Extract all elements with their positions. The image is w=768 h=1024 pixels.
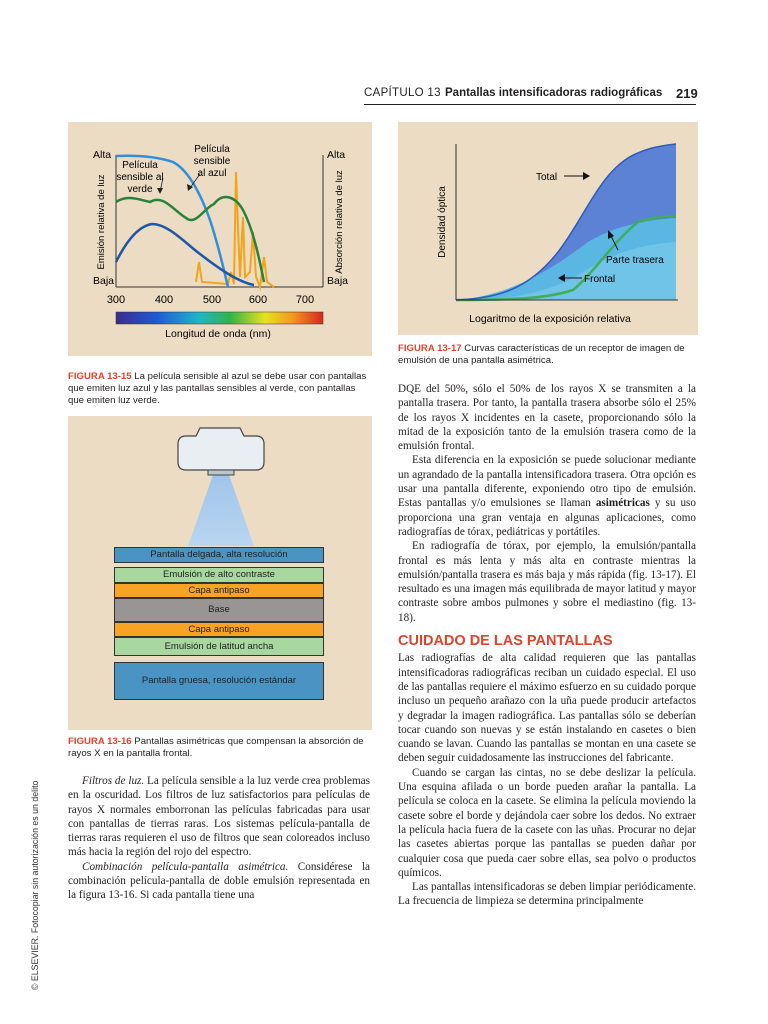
tick-500: 500 bbox=[202, 294, 222, 306]
layer-high-contrast-emulsion: Emulsión de alto contraste bbox=[114, 567, 324, 583]
right-paragraph-4: Las radiografías de alta calidad requieren que las pantallas intensificadoras radiográficas reciban un cuidado especial. El uso de las pantallas requiere el máximo esfuerzo en su cuidado porque incluso un pequeño arañazo con la uña puede producir artefactos y degradar la imagen radiográfica. Las pantallas sólo se deberían tocar cuando son nuevas y se están instalando en casetes o bien cuando se lavan. Cuando las pantallas se montan en una casete se deben seguir cuidadosamente las instrucciones del fabricante. bbox=[398, 652, 696, 765]
y-left-label: Emisión relativa de luz bbox=[96, 174, 107, 270]
figure-13-15-caption-text: La película sensible al azul se debe usar con pantallas que emiten luz azul y las pantallas sensibles al verde, con pantallas que emiten luz verde. bbox=[68, 371, 367, 406]
figure-13-16-caption bbox=[68, 736, 370, 760]
layer-wide-latitude-emulsion: Emulsión de latitud ancha bbox=[114, 637, 324, 656]
asimetricas-term: asimétricas bbox=[595, 497, 650, 510]
figure-13-17-caption bbox=[398, 343, 696, 367]
right-paragraph-2a: Esta diferencia en la exposición se puede solucionar mediante un agrandado de la pantalla intensificadora trasera. Otra opción es usar una pantalla diferente, exponiendo otro tipo de emulsión. Estas pantallas y/o emulsiones se llaman bbox=[398, 454, 696, 510]
figure-13-15-chart bbox=[68, 122, 372, 356]
figure-13-16-caption-text: Pantallas asimétricas que compensan la absorción de rayos X en la pantalla frontal. bbox=[68, 736, 364, 759]
figure-13-17-ylabel: Densidad óptica bbox=[437, 186, 448, 258]
figure-13-16-caption-label: FIGURA 13-16 bbox=[68, 736, 132, 747]
header-rule bbox=[364, 104, 696, 105]
right-baja: Baja bbox=[327, 275, 349, 287]
back-label: Parte trasera bbox=[606, 255, 664, 266]
total-label: Total bbox=[536, 172, 558, 183]
figure-13-17-xlabel: Logaritmo de la exposición relativa bbox=[469, 313, 631, 325]
figure-13-15-caption-label: FIGURA 13-15 bbox=[68, 371, 132, 382]
page-number: 219 bbox=[676, 86, 698, 101]
layer-antipaso-bottom: Capa antipaso bbox=[114, 622, 324, 637]
blue-film-label-1: Película bbox=[194, 144, 230, 155]
right-column-text bbox=[398, 382, 696, 909]
tick-300: 300 bbox=[106, 294, 126, 306]
blue-film-label-2: sensible bbox=[193, 156, 231, 167]
blue-film-label-3: al azul bbox=[197, 168, 227, 179]
figure-13-17-chart bbox=[398, 122, 698, 335]
tick-700: 700 bbox=[295, 294, 315, 306]
figure-13-17-caption-label: FIGURA 13-17 bbox=[398, 343, 462, 354]
green-film-label-1: Película bbox=[122, 160, 158, 171]
chapter-title: Pantallas intensificadoras radiográficas bbox=[445, 87, 663, 99]
right-paragraph-6: Las pantallas intensificadoras se deben limpiar periódicamente. La frecuencia de limpieza se determina principalmente bbox=[398, 881, 696, 908]
filtros-paragraph: La película sensible a la luz verde crea problemas en la oscuridad. Los filtros de luz satisfactorios para películas de rayos X normales emborronan las películas fabricadas para usar con pantallas de tierras raras. Los sistemas película-pantalla de tierras raras requieren el uso de filtros que sean coloreados incluso más hacia la región del rojo del espectro. bbox=[68, 775, 370, 859]
layer-back-screen: Pantalla gruesa, resolución estándar bbox=[114, 662, 324, 700]
figure-13-16-source bbox=[68, 416, 372, 556]
tick-400: 400 bbox=[154, 294, 174, 306]
layer-base: Base bbox=[114, 598, 324, 622]
front-label: Frontal bbox=[584, 274, 616, 285]
right-paragraph-2b: y su uso proporciona una gran ventaja en algunas aplicaciones, como radiografías de tórax, pediátricas y portátiles. bbox=[398, 497, 696, 538]
section-heading: CUIDADO DE LAS PANTALLAS bbox=[398, 633, 613, 650]
right-alta: Alta bbox=[327, 149, 346, 161]
right-paragraph-1: DQE del 50%, sólo el 50% de los rayos X se transmiten a la pantalla trasera. Por tanto, la pantalla trasera absorbe sólo el 25% de los rayos X incidentes en la casete, proporcionando sólo la mitad de la exposición tanto de la emulsión trasera como de la emulsión frontal. bbox=[398, 383, 696, 453]
filtros-heading: Filtros de luz. bbox=[82, 775, 145, 787]
left-baja: Baja bbox=[93, 275, 115, 287]
figure-13-15-ticks bbox=[107, 294, 314, 306]
chapter-label: CAPÍTULO 13 bbox=[364, 87, 441, 99]
figure-13-17-caption-text: Curvas características de un receptor de imagen de emulsión de una pantalla asimétrica. bbox=[398, 343, 685, 366]
right-paragraph-3: En radiografía de tórax, por ejemplo, la emulsión/pantalla frontal es más lenta y más alta en contraste mientras la emulsión/pantalla trasera es más baja y más rápida (fig. 13-17). El resultado es una imagen más equilibrada de mayor latitud y mayor contraste sobre ambos pulmones y sobre el mediastino (fig. 13-18). bbox=[398, 540, 696, 624]
asimetrica-paragraph: Considérese la combinación película-pantalla de doble emulsión representada en la figura 13-16. Si cada pantalla tiene una bbox=[68, 860, 370, 902]
xray-tube-port bbox=[208, 470, 234, 475]
layer-front-screen: Pantalla delgada, alta resolución bbox=[114, 547, 324, 563]
spectrum-bar bbox=[116, 312, 323, 324]
xray-beam bbox=[188, 472, 254, 546]
right-paragraph-5: Cuando se cargan las cintas, no se debe deslizar la película. Una esquina afilada o un borde pueden arañar la pantalla. La película se coloca en la casete. Se elimina la película moviendo la casete sobre el borde y dejándola caer sobre los dedos. No extraer la película hacia fuera de la casete con las uñas. Procurar no dejar las casetes abiertas porque las pantallas se pueden dañar por cualquier cosa que pueda caer sobre ellas, sea polvo o productos químicos. bbox=[398, 766, 696, 879]
y-right-label: Absorción relativa de luz bbox=[334, 170, 345, 274]
green-film-label-3: verde bbox=[127, 184, 153, 195]
left-alta: Alta bbox=[93, 149, 112, 161]
layer-antipaso-top: Capa antipaso bbox=[114, 583, 324, 598]
left-column-text bbox=[68, 774, 370, 903]
asimetrica-heading: Combinación película-pantalla asimétrica. bbox=[82, 860, 289, 873]
copyright-side-note: © ELSEVIER. Fotocopiar sin autorización es un delito bbox=[30, 780, 40, 990]
figure-13-15-xlabel: Longitud de onda (nm) bbox=[165, 328, 271, 340]
green-film-label-2: sensible al bbox=[116, 172, 164, 183]
right-paragraph-2 bbox=[398, 453, 696, 539]
xray-tube-icon bbox=[178, 428, 264, 470]
figure-13-15-caption bbox=[68, 371, 370, 407]
tick-600: 600 bbox=[248, 294, 268, 306]
